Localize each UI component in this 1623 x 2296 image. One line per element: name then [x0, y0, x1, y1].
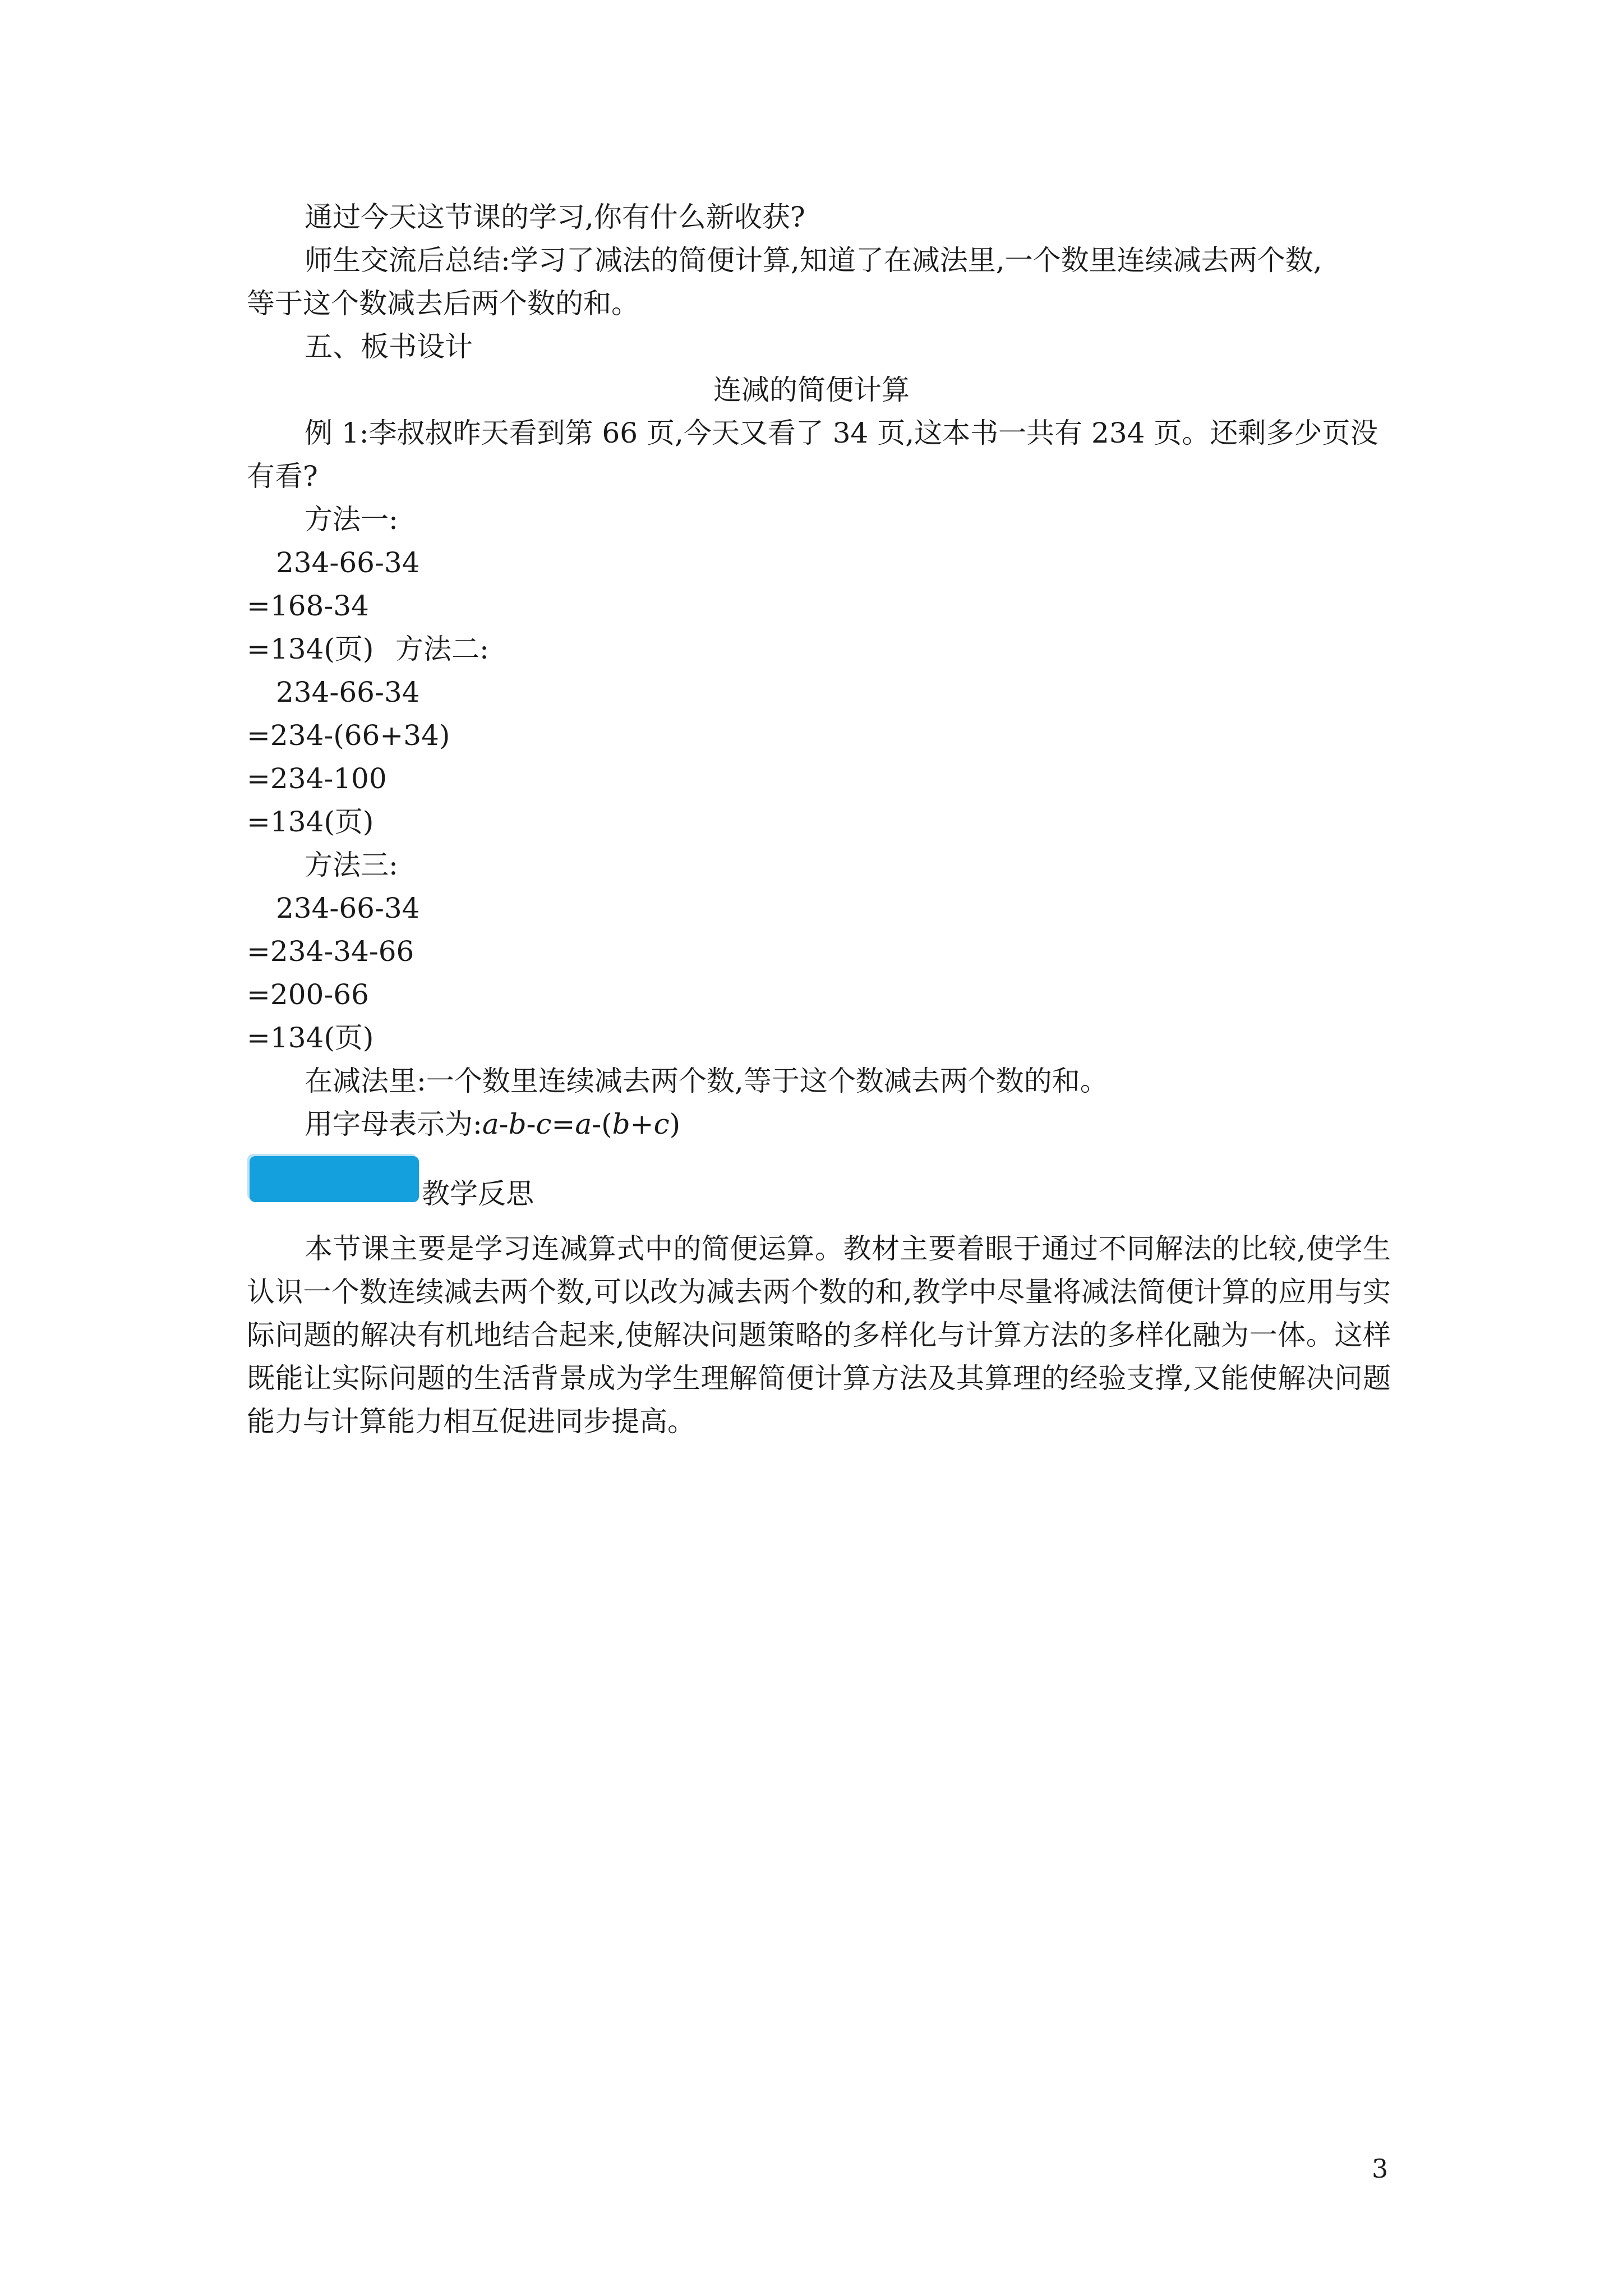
method-1-step-3: =134(页) [247, 633, 374, 665]
letter-formula-prefix: 用字母表示为: [305, 1108, 482, 1140]
method-3-step-1: 234-66-34 [276, 892, 420, 924]
method-2-step-2: =234-(66+34) [247, 719, 450, 752]
method-1-label: 方法一: [305, 503, 398, 536]
method-2-label: 方法二: [395, 633, 489, 665]
method-2-step-3: =234-100 [247, 762, 387, 795]
method-1-step-2: =168-34 [247, 590, 369, 622]
formula-minus-open-paren: -( [592, 1108, 612, 1140]
formula-var-c: c [536, 1108, 552, 1140]
reflection-heading: 教学反思 [422, 1177, 534, 1210]
formula-minus: - [499, 1108, 509, 1140]
method-3-step-3: =200-66 [247, 978, 369, 1011]
board-title: 连减的简便计算 [713, 374, 910, 406]
section-badge [250, 1156, 419, 1202]
method-2-step-4: =134(页) [247, 806, 374, 838]
method-3-step-2: =234-34-66 [247, 935, 414, 968]
formula-var-b: b [612, 1108, 630, 1140]
formula-equals: = [551, 1108, 575, 1140]
letter-formula [482, 1108, 680, 1140]
method-2-step-1: 234-66-34 [276, 676, 420, 708]
formula-var-c: c [653, 1108, 670, 1140]
page-number: 3 [1372, 2154, 1389, 2184]
summary-line-1: 师生交流后总结:学习了减法的简便计算,知道了在减法里,一个数里连续减去两个数, [305, 244, 1322, 277]
method-1-step-1: 234-66-34 [276, 546, 420, 579]
reflection-paragraph: 本节课主要是学习连减算式中的简便运算。教材主要着眼于通过不同解法的比较,使学生认识一个数连续减去两个数,可以改为减去两个数的和,教学中尽量将减法简便计算的应用与实际问题的解决有机地结合起来,使解决问题策略的多样化与计算方法的多样化融为一体。这样既能让实际问题的生活背景成为学生理解简便计算方法及其算理的经验支撑,又能使解决问题能力与计算能力相互促进同步提高。 [247, 1232, 1391, 1438]
summary-line-2: 等于这个数减去后两个数的和。 [247, 287, 639, 320]
section-heading-board-design: 五、板书设计 [305, 330, 473, 363]
example-1-line-1: 例 1:李叔叔昨天看到第 66 页,今天又看了 34 页,这本书一共有 234 页。还剩多少页没 [305, 417, 1378, 449]
formula-close-paren: ) [669, 1108, 681, 1140]
formula-plus: + [630, 1108, 654, 1140]
formula-var-a: a [575, 1108, 592, 1140]
subtraction-rule: 在减法里:一个数里连续减去两个数,等于这个数减去两个数的和。 [305, 1065, 1108, 1097]
letter-formula-line [305, 1107, 680, 1142]
formula-var-b: b [508, 1108, 527, 1140]
example-1-line-2: 有看? [247, 460, 318, 493]
formula-minus: - [526, 1108, 536, 1140]
method-3-step-4: =134(页) [247, 1022, 374, 1054]
method-3-label: 方法三: [305, 849, 398, 881]
question-new-gain: 通过今天这节课的学习,你有什么新收获? [305, 201, 805, 233]
formula-var-a: a [482, 1108, 499, 1140]
